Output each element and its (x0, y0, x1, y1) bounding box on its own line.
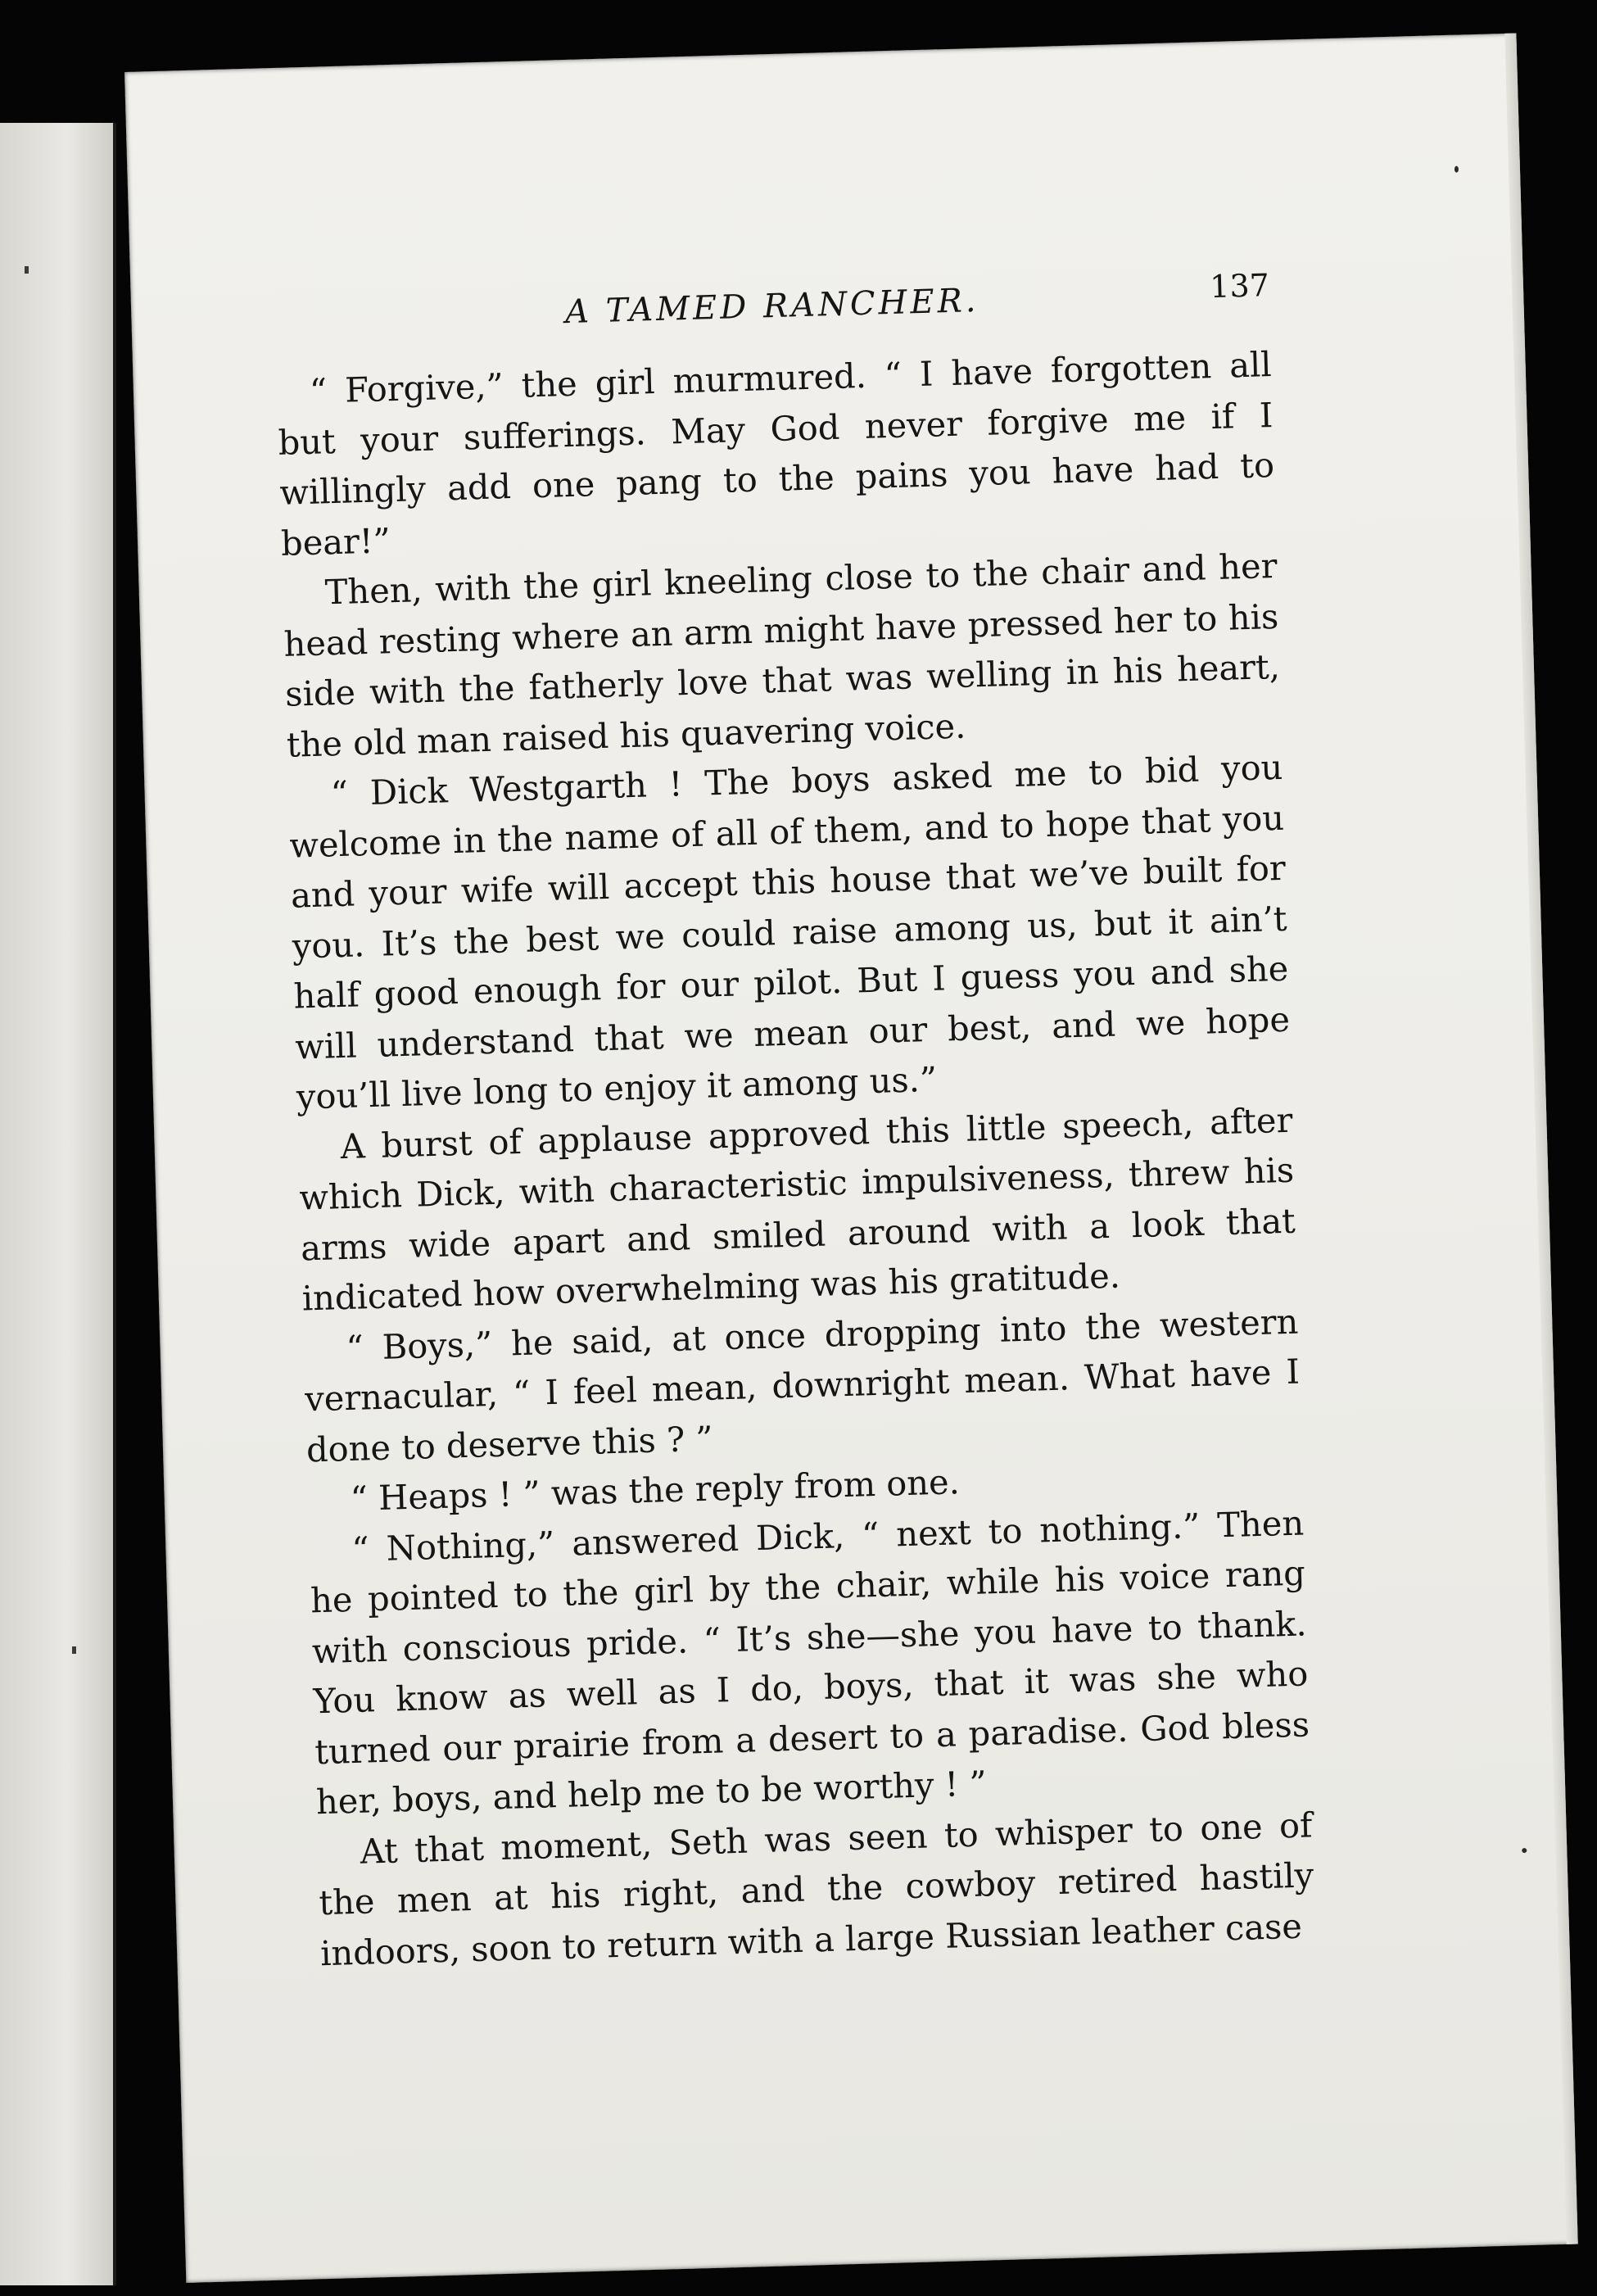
paragraph: Then, with the girl kneeling close to the chair and her head resting where an arm might have pressed her to his side with the fatherly love that was welling in his heart, the old man raised his quavering voice. (283, 545, 1281, 765)
page-number: 137 (1209, 267, 1270, 306)
paragraph: “ Heaps ! ” was the reply from one. (350, 1461, 961, 1519)
specks (72, 1646, 76, 1654)
specks (1522, 1848, 1527, 1853)
running-title: A TAMED RANCHER. (564, 281, 980, 332)
paragraph: “ Forgive,” the girl murmured. “ I have forgotten all but your sufferings. May God never forgive me if I willingly add one pang to the pains you have had to bear!” (278, 344, 1275, 564)
paragraph: “ Boys,” he said, at once dropping into the western vernacular, “ I feel mean, downright mean. What have I done to deserve this ? ” (304, 1301, 1301, 1470)
paragraph: “ Dick Westgarth ! The boys asked me to bid you welcome in the name of all of them, and to hope that you and your wife will accept this house that we’ve built for you. It’s the best we could raise among us, but it ain’t half good enough for our pilot. But I guess you and she will understand that we mean our best, and we hope you’ll live long to enjoy it among us.” (288, 746, 1291, 1117)
paragraph: A burst of applause approved this little speech, after which Dick, with characteristic impulsiveness, threw his arms wide apart and smiled around with a look that indicated how overwhelming was his gratitude. (298, 1099, 1296, 1319)
text-block (274, 267, 1316, 1978)
paragraph: “ Nothing,” answered Dick, “ next to nothing.” Then he pointed to the girl by the chair, while his voice rang with conscious pride. “ It’s she—she you have to thank. You know as well as I do, boys, that it was she who turned our prairie from a desert to a paradise. God bless her, boys, and help me to be worthy ! ” (310, 1501, 1310, 1823)
page-edge (1504, 34, 1577, 2244)
specks (25, 266, 29, 274)
specks (1454, 166, 1459, 173)
facing-page-edge (0, 123, 116, 2285)
paragraph: At that moment, Seth was seen to whisper to one of the men at his right, and the cowboy retired hastily indoors, soon to return with a large Russian leather case (318, 1804, 1314, 1973)
book-page (124, 34, 1578, 2283)
